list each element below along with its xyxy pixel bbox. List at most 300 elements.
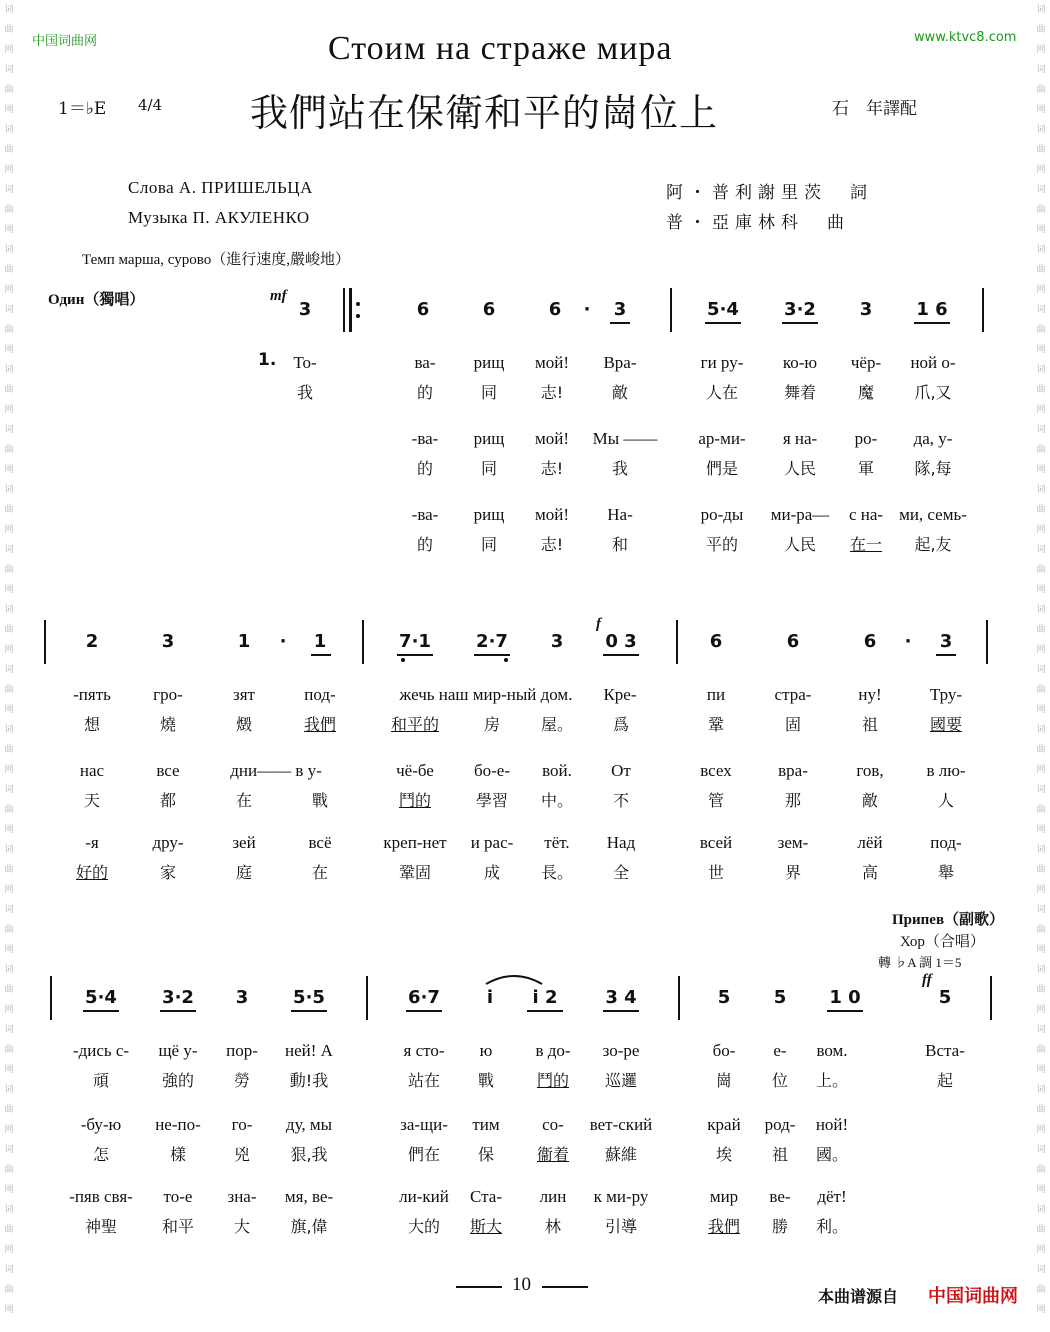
lyric-syllable: дни—— в у- [230,761,322,780]
lyric-syllable: 強的 [161,1071,194,1090]
lyric-syllable: 鬥的 [536,1071,569,1090]
side-watermark-char: 曲 [1036,145,1046,155]
dynamic-f: f [596,616,601,632]
side-watermark-char: 网 [1036,285,1046,295]
lyric-syllable: 神聖 [84,1217,117,1236]
credit-music-ru: Музыка П. АКУЛЕНКО [128,208,310,227]
note: 6 [786,631,800,652]
lyric-syllable: -бу-ю [80,1115,122,1134]
side-watermark-char: 曲 [4,925,14,935]
side-watermark-char: 词 [1036,845,1046,855]
lyric-syllable: 樣 [169,1145,186,1164]
note-pair: 6·7 [408,987,440,1008]
side-watermark-char: 词 [4,905,14,915]
side-watermark-char: 网 [4,1005,14,1015]
beam [311,654,331,656]
lyric-syllable: 蘇維 [604,1145,637,1164]
side-watermark-char: 曲 [4,445,14,455]
note-pair: 5·5 [293,987,325,1008]
site-link-left[interactable]: 中国词曲网 [32,34,98,49]
barline [990,976,992,1020]
side-watermark-char: 网 [4,225,14,235]
lyric-syllable: чёр- [850,353,882,372]
barline [670,288,672,332]
side-watermark-char: 网 [1036,705,1046,715]
time-signature: 4/4 [138,96,163,114]
side-watermark-char: 网 [4,1125,14,1135]
note: 6 [482,299,496,320]
lyric-syllable: Над [606,833,636,852]
repeat-barline [343,288,345,332]
lyric-syllable: 在 [311,863,328,882]
lyric-syllable: всей [699,833,733,852]
lyric-syllable: гов, [856,761,884,780]
side-watermark-char: 网 [4,645,14,655]
lyric-syllable: 鞏固 [398,863,431,882]
side-watermark-char: 网 [4,45,14,55]
lyric-syllable: 起,友 [914,535,952,554]
lyric-syllable: рищ [473,429,505,448]
lyric-syllable: 怎 [92,1145,109,1164]
lyric-syllable: тёт. [544,833,570,852]
side-watermark-char: 曲 [1036,865,1046,875]
side-watermark-char: 曲 [4,25,14,35]
lyric-syllable: 敵 [611,383,628,402]
side-watermark-char: 网 [4,405,14,415]
side-watermark-char: 网 [4,765,14,775]
page-number: 10 [512,1274,531,1295]
choir-label: Хор（合唱） [900,934,985,950]
site-link-right[interactable]: www.ktvc8.com [914,30,1017,45]
solo-label: Один（獨唱） [48,292,145,308]
side-watermark-char: 词 [4,545,14,555]
lyric-syllable: вой. [542,761,572,780]
side-watermark-char: 词 [4,185,14,195]
lyric-syllable: зо-ре [602,1041,640,1060]
lyric-syllable: в до- [535,1041,571,1060]
side-watermark-char: 词 [1036,1085,1046,1095]
lyric-syllable: мой! [534,429,570,448]
note: 6 [548,299,562,320]
lyric-syllable: с на- [848,505,884,524]
side-watermark-char: 网 [4,585,14,595]
lyric-syllable: ги ру- [700,353,744,372]
side-watermark-char: 曲 [1036,925,1046,935]
lyric-syllable: 同 [480,535,497,554]
side-watermark-char: 曲 [1036,1045,1046,1055]
barline [50,976,52,1020]
lyric-syllable: 勞 [233,1071,250,1090]
lyric-syllable: 利。 [815,1217,848,1236]
lyric-syllable: зят [233,685,255,704]
lyric-syllable: На- [607,505,633,524]
lyric-syllable: 我們 [303,715,336,734]
staff-system-1 [0,288,1050,358]
lyric-syllable: е- [773,1041,787,1060]
side-watermark-char: 网 [1036,345,1046,355]
lyric-syllable: вет-ский [589,1115,653,1134]
octave-dot [504,658,508,662]
lyric-syllable: 舉 [937,863,954,882]
side-watermark-char: 词 [4,1145,14,1155]
side-watermark-char: 网 [1036,105,1046,115]
side-watermark-char: 曲 [1036,205,1046,215]
lyric-syllable: лёй [857,833,883,852]
note: 3 [298,299,312,320]
side-watermark-char: 词 [1036,785,1046,795]
side-watermark-char: 曲 [4,205,14,215]
lyric-syllable: ну! [858,685,882,704]
lyric-syllable: 和平的 [390,715,439,734]
lyric-syllable: 隊,每 [914,459,952,478]
side-watermark-char: 词 [1036,185,1046,195]
lyric-syllable: рищ [473,505,505,524]
side-watermark-char: 网 [1036,825,1046,835]
lyric-syllable: 鞏 [707,715,724,734]
lyric-syllable: да, у- [913,429,953,448]
side-watermark-char: 曲 [4,565,14,575]
barline [678,976,680,1020]
lyric-syllable: ро-ды [700,505,744,524]
side-watermark-char: 词 [1036,305,1046,315]
lyric-syllable: рищ [473,353,505,372]
lyric-syllable: 平的 [705,535,738,554]
note-dot: · [583,299,591,320]
lyric-syllable: всех [700,761,732,780]
side-watermark-char: 曲 [1036,1225,1046,1235]
lyric-syllable: 燬 [235,715,252,734]
lyric-syllable: 上。 [815,1071,848,1090]
side-watermark-char: 曲 [1036,265,1046,275]
lyric-syllable: не-по- [155,1115,201,1134]
side-watermark-char: 网 [4,105,14,115]
lyric-syllable: под- [304,685,336,704]
side-watermark-char: 曲 [4,745,14,755]
lyric-syllable: 大 [233,1217,250,1236]
lyric-syllable: го- [231,1115,253,1134]
barline [44,620,46,664]
lyric-syllable: 學習 [475,791,508,810]
side-watermark-char: 网 [4,825,14,835]
beam [83,1010,119,1012]
side-watermark-char: 网 [1036,465,1046,475]
lyric-syllable: 人民 [783,459,816,478]
side-watermark-char: 网 [4,465,14,475]
side-watermark-char: 词 [4,65,14,75]
lyric-syllable: нас [79,761,105,780]
side-watermark-char: 词 [1036,1025,1046,1035]
note: 3 [161,631,175,652]
lyric-syllable: мир [709,1187,739,1206]
lyric-syllable: 志! [540,383,564,402]
lyric-syllable: все [156,761,180,780]
side-watermark-char: 曲 [1036,985,1046,995]
lyric-syllable: и рас- [470,833,514,852]
side-watermark-char: 网 [4,885,14,895]
lyric-syllable: ар-ми- [698,429,746,448]
side-watermark-char: 网 [1036,765,1046,775]
side-watermark-char: 网 [1036,165,1046,175]
side-watermark-char: 网 [1036,885,1046,895]
side-watermark-char: 网 [4,1065,14,1075]
lyric-syllable: за-щи- [400,1115,448,1134]
lyric-syllable: 我 [611,459,628,478]
lyric-syllable: 位 [771,1071,788,1090]
lyric-syllable: 爪,又 [914,383,952,402]
lyric-syllable: зна- [227,1187,257,1206]
side-watermark-char: 网 [1036,1125,1046,1135]
note: 3 [859,299,873,320]
dynamic-ff: ff [922,972,932,988]
lyric-syllable: 頑 [92,1071,109,1090]
lyric-syllable: креп-нет [383,833,447,852]
beam [936,654,956,656]
note: 3 [939,631,953,652]
lyric-syllable: 想 [83,715,100,734]
side-watermark-char: 网 [4,525,14,535]
lyric-syllable: Вста- [925,1041,965,1060]
note: 3 [550,631,564,652]
lyric-syllable: дру- [152,833,184,852]
note: 1 [313,631,327,652]
side-watermark-char: 网 [4,345,14,355]
barline [676,620,678,664]
side-watermark-char: 曲 [1036,1285,1046,1295]
page-rule-right [542,1286,588,1288]
side-watermark-char: 网 [1036,1005,1046,1015]
side-watermark-char: 曲 [1036,1165,1046,1175]
side-watermark-char: 曲 [4,1285,14,1295]
lyric-syllable: От [611,761,631,780]
lyric-syllable: ли-кий [399,1187,449,1206]
side-watermark-char: 词 [4,785,14,795]
lyric-syllable: 人民 [783,535,816,554]
lyric-syllable: -дись с- [72,1041,130,1060]
lyric-syllable: -пяв свя- [69,1187,133,1206]
beam [603,1010,639,1012]
side-watermark-char: 网 [1036,1305,1046,1315]
note: 2 [85,631,99,652]
side-watermark-char: 词 [1036,65,1046,75]
note: 3 [613,299,627,320]
key-signature: 1＝♭E [58,99,107,119]
lyric-syllable: 天 [83,791,100,810]
repeat-barline [349,288,352,332]
lyric-syllable: 同 [480,459,497,478]
lyric-syllable: -ва- [411,429,439,448]
note: 6 [863,631,877,652]
side-watermark-char: 词 [1036,905,1046,915]
side-watermark-char: 网 [1036,525,1046,535]
side-watermark-char: 网 [1036,1185,1046,1195]
side-watermark-char: 网 [4,1245,14,1255]
beam [527,1010,563,1012]
lyric-syllable: 那 [784,791,801,810]
side-watermark-char: 曲 [1036,325,1046,335]
beam [160,1010,196,1012]
lyric-syllable: 房 [483,715,500,734]
side-watermark-char: 曲 [1036,625,1046,635]
lyric-syllable: 祖 [861,715,878,734]
side-watermark-char: 曲 [4,265,14,275]
side-watermark-char: 词 [1036,965,1046,975]
lyric-syllable: 旗,偉 [290,1217,328,1236]
note-pair: 1 0 [829,987,861,1008]
lyric-syllable: 衞着 [536,1145,569,1164]
lyric-syllable: ми-ра— [770,505,830,524]
lyric-syllable: ду, мы [285,1115,333,1134]
staff-system-2 [0,620,1050,690]
barline [366,976,368,1020]
lyric-syllable: жечь наш мир-ный дом. [399,685,573,704]
lyric-syllable: ной! [815,1115,849,1134]
side-watermark-char: 词 [4,845,14,855]
note-pair: 3·2 [784,299,816,320]
lyric-syllable: 兇 [233,1145,250,1164]
lyric-syllable: 我 [296,383,313,402]
side-watermark-char: 网 [1036,645,1046,655]
lyric-syllable: 魔 [857,383,874,402]
lyric-syllable: бо-е- [473,761,511,780]
lyric-syllable: 全 [612,863,629,882]
side-watermark-char: 曲 [1036,565,1046,575]
beam [406,1010,442,1012]
side-watermark-char: 网 [4,1185,14,1195]
lyric-syllable: 界 [784,863,801,882]
title-russian: Стоим на страже мира [328,30,673,67]
lyric-syllable: 我們 [707,1217,740,1236]
lyric-syllable: 國。 [815,1145,848,1164]
side-watermark-char: 词 [1036,125,1046,135]
side-watermark-char: 词 [4,1265,14,1275]
side-watermark-char: 曲 [1036,85,1046,95]
side-watermark-char: 词 [4,245,14,255]
lyric-syllable: 崗 [715,1071,732,1090]
side-watermark-char: 词 [4,665,14,675]
lyric-syllable: 的 [416,535,433,554]
lyric-syllable: -пять [73,685,111,704]
lyric-syllable: пор- [226,1041,258,1060]
lyric-syllable: ной о- [910,353,956,372]
side-watermark-char: 曲 [4,985,14,995]
lyric-syllable: 起 [936,1071,953,1090]
lyric-syllable: 都 [159,791,176,810]
lyric-syllable: 人在 [705,383,738,402]
lyric-syllable: 祖 [771,1145,788,1164]
side-watermark-char: 网 [1036,585,1046,595]
note-dot: · [279,631,287,652]
note-pair: 3·2 [162,987,194,1008]
side-watermark-char: 词 [1036,545,1046,555]
lyric-syllable: ко-ю [782,353,818,372]
lyric-syllable: 們在 [407,1145,440,1164]
side-watermark-char: 网 [1036,405,1046,415]
tempo-marking: Темп марша, сурово（進行速度,嚴峻地） [82,252,350,268]
lyric-syllable: Мы —— [592,429,658,448]
side-watermark-char: 词 [4,605,14,615]
lyric-syllable: ми, семь- [899,505,967,524]
side-watermark-char: 词 [1036,365,1046,375]
note: 5 [717,987,731,1008]
side-watermark-char: 词 [1036,245,1046,255]
lyric-syllable: 們是 [705,459,738,478]
lyric-syllable: 好的 [75,863,108,882]
side-watermark-char: 网 [4,1305,14,1315]
beam [603,654,639,656]
note-pair: 5·4 [707,299,739,320]
side-watermark-char: 曲 [4,685,14,695]
lyric-syllable: бо- [712,1041,736,1060]
note: 6 [416,299,430,320]
title-chinese: 我們站在保衛和平的崗位上 [250,91,719,135]
side-watermark-char: 曲 [4,1165,14,1175]
beam [397,654,433,656]
credit-music-zh: 普・亞庫林科 曲 [666,213,850,232]
note-pair: 5·4 [85,987,117,1008]
note: 5 [938,987,952,1008]
lyric-syllable: 志! [540,535,564,554]
lyric-syllable: зей [232,833,256,852]
lyric-syllable: 巡邏 [604,1071,637,1090]
beam [914,322,950,324]
side-watermark-char: 曲 [1036,385,1046,395]
side-watermark-char: 曲 [1036,1105,1046,1115]
side-watermark-char: 词 [1036,5,1046,15]
lyric-syllable: я на- [782,429,818,448]
lyric-syllable: вра- [778,761,808,780]
lyric-syllable: 管 [707,791,724,810]
beam [610,322,630,324]
note-pair: 2·7 [476,631,508,652]
lyric-syllable: я сто- [403,1041,445,1060]
lyric-syllable: зем- [777,833,809,852]
footer-brand-link[interactable]: 中国词曲网 [928,1286,1018,1307]
side-watermark-char: 网 [4,285,14,295]
lyric-syllable: гро- [153,685,183,704]
side-watermark-char: 词 [1036,605,1046,615]
lyric-syllable: 的 [416,383,433,402]
note: 3 [235,987,249,1008]
note-dot: · [904,631,912,652]
note: i [486,987,494,1008]
side-watermark-char: 曲 [4,805,14,815]
lyric-syllable: пи [706,685,726,704]
side-watermark-char: 曲 [1036,445,1046,455]
dynamic-mf: mf [270,288,287,304]
side-watermark-char: 词 [4,305,14,315]
credit-words-zh: 阿・普利謝里茨 詞 [666,183,873,202]
side-watermark-char: 曲 [4,385,14,395]
lyric-syllable: ве- [769,1187,791,1206]
page-rule-left [456,1286,502,1288]
lyric-syllable: ро- [854,429,878,448]
lyric-syllable: мя, ве- [284,1187,334,1206]
beam [705,322,741,324]
note-pair: 1 6 [916,299,948,320]
note-pair: 3 4 [605,987,637,1008]
lyric-syllable: -я [85,833,99,852]
lyric-syllable: То- [293,353,317,372]
lyric-syllable: род- [764,1115,796,1134]
lyric-syllable: 和 [611,535,628,554]
lyric-syllable: 動!我 [289,1071,329,1090]
credit-words-ru: Слова А. ПРИШЕЛЬЦА [128,178,313,197]
lyric-syllable: со- [542,1115,564,1134]
side-watermark-char: 词 [4,725,14,735]
lyric-syllable: 戰 [477,1071,494,1090]
side-watermark-char: 词 [1036,1265,1046,1275]
side-watermark-char: 词 [1036,725,1046,735]
